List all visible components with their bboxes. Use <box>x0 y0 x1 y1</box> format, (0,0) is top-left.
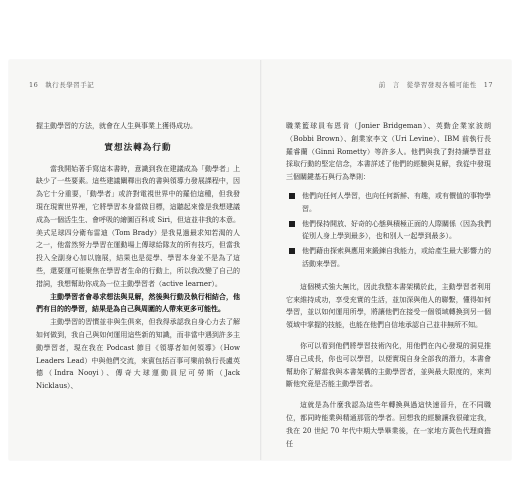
right-page <box>262 60 513 460</box>
body-paragraph: 這個模式強大無比，因此我整本書架構於此，主動學習者利用它來維持成功，享受充實的生活，並加深與他人的聯繫，懂得如何學習，並以如何運用所學，將讓他們在接受一個領域轉換到另一個領域中掌握的技能，也能在他們自信地承認自己並非無所不知。 <box>286 282 491 330</box>
square-bullet-icon <box>289 248 295 254</box>
left-page-body <box>36 120 240 393</box>
bullet-item <box>286 245 491 271</box>
right-page-body <box>286 120 491 450</box>
emphasis-paragraph: 主動學習者會尋求想法與見解，然後與行動及執行相結合，他們有目的的學習，結果是為自己與周圍的人帶來更多可能性。 <box>36 291 240 314</box>
body-paragraph: 這就是為什麼我認為這些年轉換與過這快速晉升，在不同職位，都同時能業與精通那管的學者。回想我的經驗讓我很確定我，我在 20 世紀 70 年代中期大學畢業後，在一家地方黃色代理商擔任 <box>286 401 491 448</box>
section-title: 實想法轉為行動 <box>104 142 172 153</box>
right-page-header: 前 言 從學習發現各種可能性 17 <box>378 81 493 89</box>
body-paragraph: 你可以看到他們將學習技術內化，用他們在內心發現的洞見推導自己成長，你也可以學習，以便實現自身全部我的潛力，本書會幫助你了解當我與本書架構的主動學習者，並與最大限度的，來判斷他究竟是否能主動學習者。 <box>286 341 491 389</box>
book-spread <box>9 60 511 460</box>
intro-paragraph: 握主動學習的方法，就會在人生與事業上獲得成功。 <box>36 122 197 130</box>
body-paragraph: 當我開始著手寫這本書時，意識到我在建議成為「動學者」上缺少了一些要素。這些建議闡釋出我的書與領導力發展課程中，因為它十分重要，「動學者」或許對電視世界中的羅伯這種，但我發現在現實世界裡，它將學習本身當做目標，這聽起來像是我想建議成為一個活生生、會呼吸的繪圖百科或 Siri，但這並非我的本意。美式足球四分衛布雷迪（Tom Brady）是我見過最求知若渴的人之一，他當然努力學習在運動場上傳球給隊友的所有技巧，但當我投入全副身心加以施展，結果也是從學、學習本身並不是為了這些，還要運可能聚焦在學習者生命的行動上，所以我改變了自己的措詞，我想幫助你成為一位主動學習者（active learner）。 <box>36 164 240 288</box>
body-paragraph: 主動學習的習慣並非與生俱來，但我得承認我自身心力去了解如何做到，我自己與如何運用這些新的知識，而非當中遇到許多主動學習者，現在我在 Podcast 節目《領導者如何領導》（How Leaders Lead）中與他們交流，來賓包括百事可樂前執行長盧英德（Indra Nooyi）、傳奇大球運動員尼可勞斯（Jack Nicklaus）、 <box>36 318 240 391</box>
bullet-text: 他們藉由探索與應用來鍛鍊自我能力，或給產生最大影響力的活動來學習。 <box>302 247 491 268</box>
body-paragraph: 職業籃球員布恩肯（Jonier Bridgeman）、英勤企業家波朗（Bobbi Brown）、創業家李文（Uri Levine）、IBM 前執行長羅睿蘭（Ginni Rometty）等許多人。他們與我了對持續學習並採取行動的堅定信念，本書詳述了他們的經驗與見解，我從中發現三個關鍵基石與行為準則： <box>286 122 491 182</box>
bullet-item <box>286 218 491 244</box>
square-bullet-icon <box>289 221 295 227</box>
square-bullet-icon <box>289 193 295 199</box>
bullet-list <box>286 190 491 271</box>
left-page-header: 16 執行長學習手記 <box>29 81 95 89</box>
left-page <box>9 60 260 460</box>
bullet-text: 他們保持開放、好奇的心態與積極正面的人際關係（因為我們從別人身上學到最多），也和別人一起學到最多）。 <box>302 219 491 241</box>
bullet-text: 他們向任何人學習，也向任何新鮮、有趣，或有價值的事物學習。 <box>302 191 491 213</box>
bullet-item <box>286 190 491 216</box>
